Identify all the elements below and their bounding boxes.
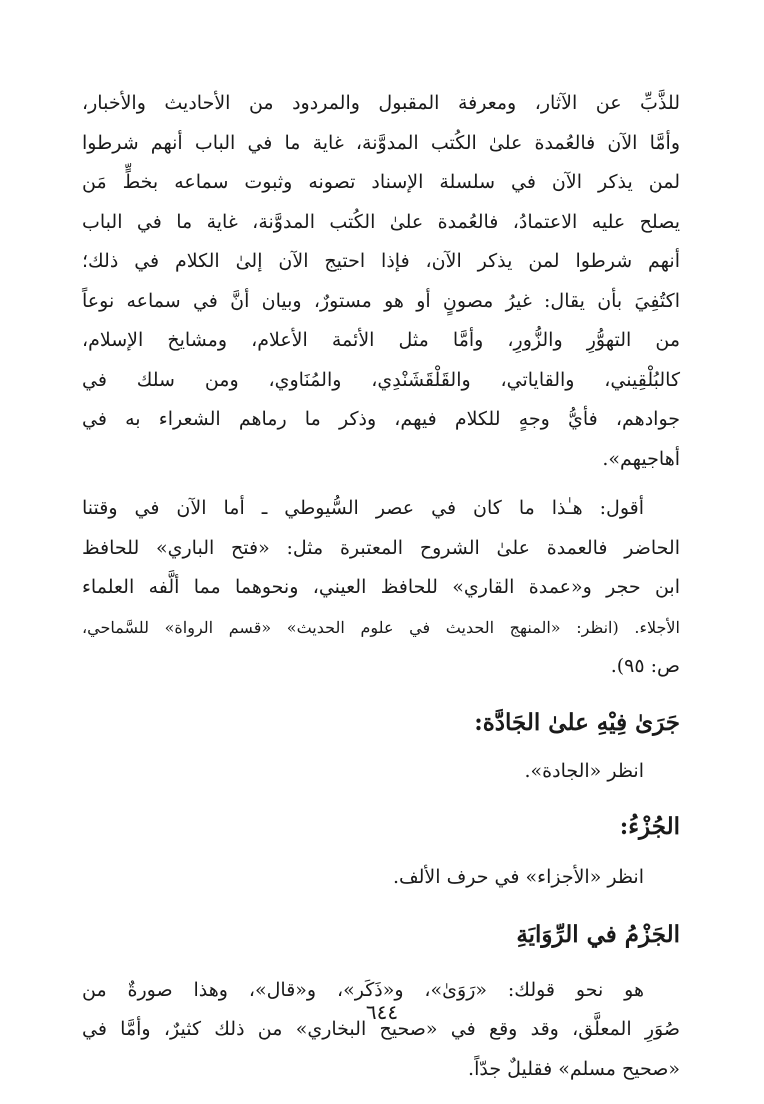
text-line: من التهوُّرِ والزُّورِ، وأمَّا مثل الأئمة الأعلام، ومشايخ الإسلام،	[82, 329, 680, 351]
paragraph-continuation	[82, 84, 680, 479]
text-line: ابن حجر و«عمدة القاري» للحافظ العيني، ونحوهما مما ألَّفه العلماء	[82, 576, 680, 598]
text-line: الحاضر فالعمدة علىٰ الشروح المعتبرة مثل: «فتح الباري» للحافظ	[82, 536, 680, 559]
text-line: جوادهم، فأيُّ وجهٍ للكلام فيهم، وذكر ما رماهم الشعراء به في	[82, 408, 680, 430]
entry-heading: الجُزْءُ:	[619, 812, 680, 840]
cross-reference: انظر «الأجزاء» في حرف الألف.	[392, 865, 644, 888]
text-line: كالبُلْقِيني، والقاياتي، والقَلْقَشَنْدِي، والمُنَاوي، ومن سلك في	[82, 368, 680, 391]
page-body	[82, 84, 680, 1089]
cross-reference: انظر «الجادة».	[524, 759, 644, 782]
entry-heading: جَرَىٰ فِيْهِ علىٰ الجَادَّة:	[474, 708, 680, 736]
text-line: للذَّبِّ عن الآثار، ومعرفة المقبول والمردود من الأحاديث والأخبار،	[82, 92, 680, 114]
text-line: اكتُفِيَ بأن يقال: غيرُ مصونٍ أو هو مستورٌ، وبيان أنَّ في سماعه نوعاً	[82, 289, 680, 312]
text-line: «صحيح مسلم» فقليلٌ جدّاً.	[468, 1057, 680, 1080]
text-line: صُوَرِ المعلَّق، وقد وقع في «صحيح البخاري» من ذلك كثيرٌ، وأمَّا في	[82, 1018, 680, 1040]
text-line: ص: ٩٥).	[610, 655, 680, 677]
text-line: هو نحو قولك: «رَوَىٰ»، و«ذَكَر»، و«قال»، وهذا صورةٌ من	[82, 978, 644, 1001]
text-line: وأمَّا الآن فالعُمدة علىٰ الكُتب المدوَّنة، غاية ما في الباب أنهم شرطوا	[82, 131, 680, 154]
text-line: لمن يذكر الآن في سلسلة الإسناد تصونه وثبوت سماعه بخطٍّ مَن	[82, 171, 680, 193]
paragraph-definition	[82, 971, 680, 1090]
paragraph-commentary	[82, 489, 680, 687]
text-line: الأجلاء. (انظر: «المنهج الحديث في علوم الحديث» «قسم الرواة» للسَّماحي،	[82, 617, 680, 637]
text-line: أهاجيهم».	[602, 447, 680, 470]
entry-heading: الجَزْمُ في الرِّوَايَةِ	[516, 920, 680, 948]
text-line: يصلح عليه الاعتمادُ، فالعُمدة علىٰ الكُتب المدوَّنة، غاية ما في الباب	[82, 210, 680, 233]
page-number: ٦٤٤	[365, 1000, 399, 1024]
text-line: أقول: هـٰذا ما كان في عصر السُّيوطي ـ أما الآن في وقتنا	[82, 497, 644, 519]
text-line: أنهم شرطوا لمن يذكر الآن، فإذا احتيج الآن إلىٰ الكلام في ذلك؛	[82, 250, 680, 272]
